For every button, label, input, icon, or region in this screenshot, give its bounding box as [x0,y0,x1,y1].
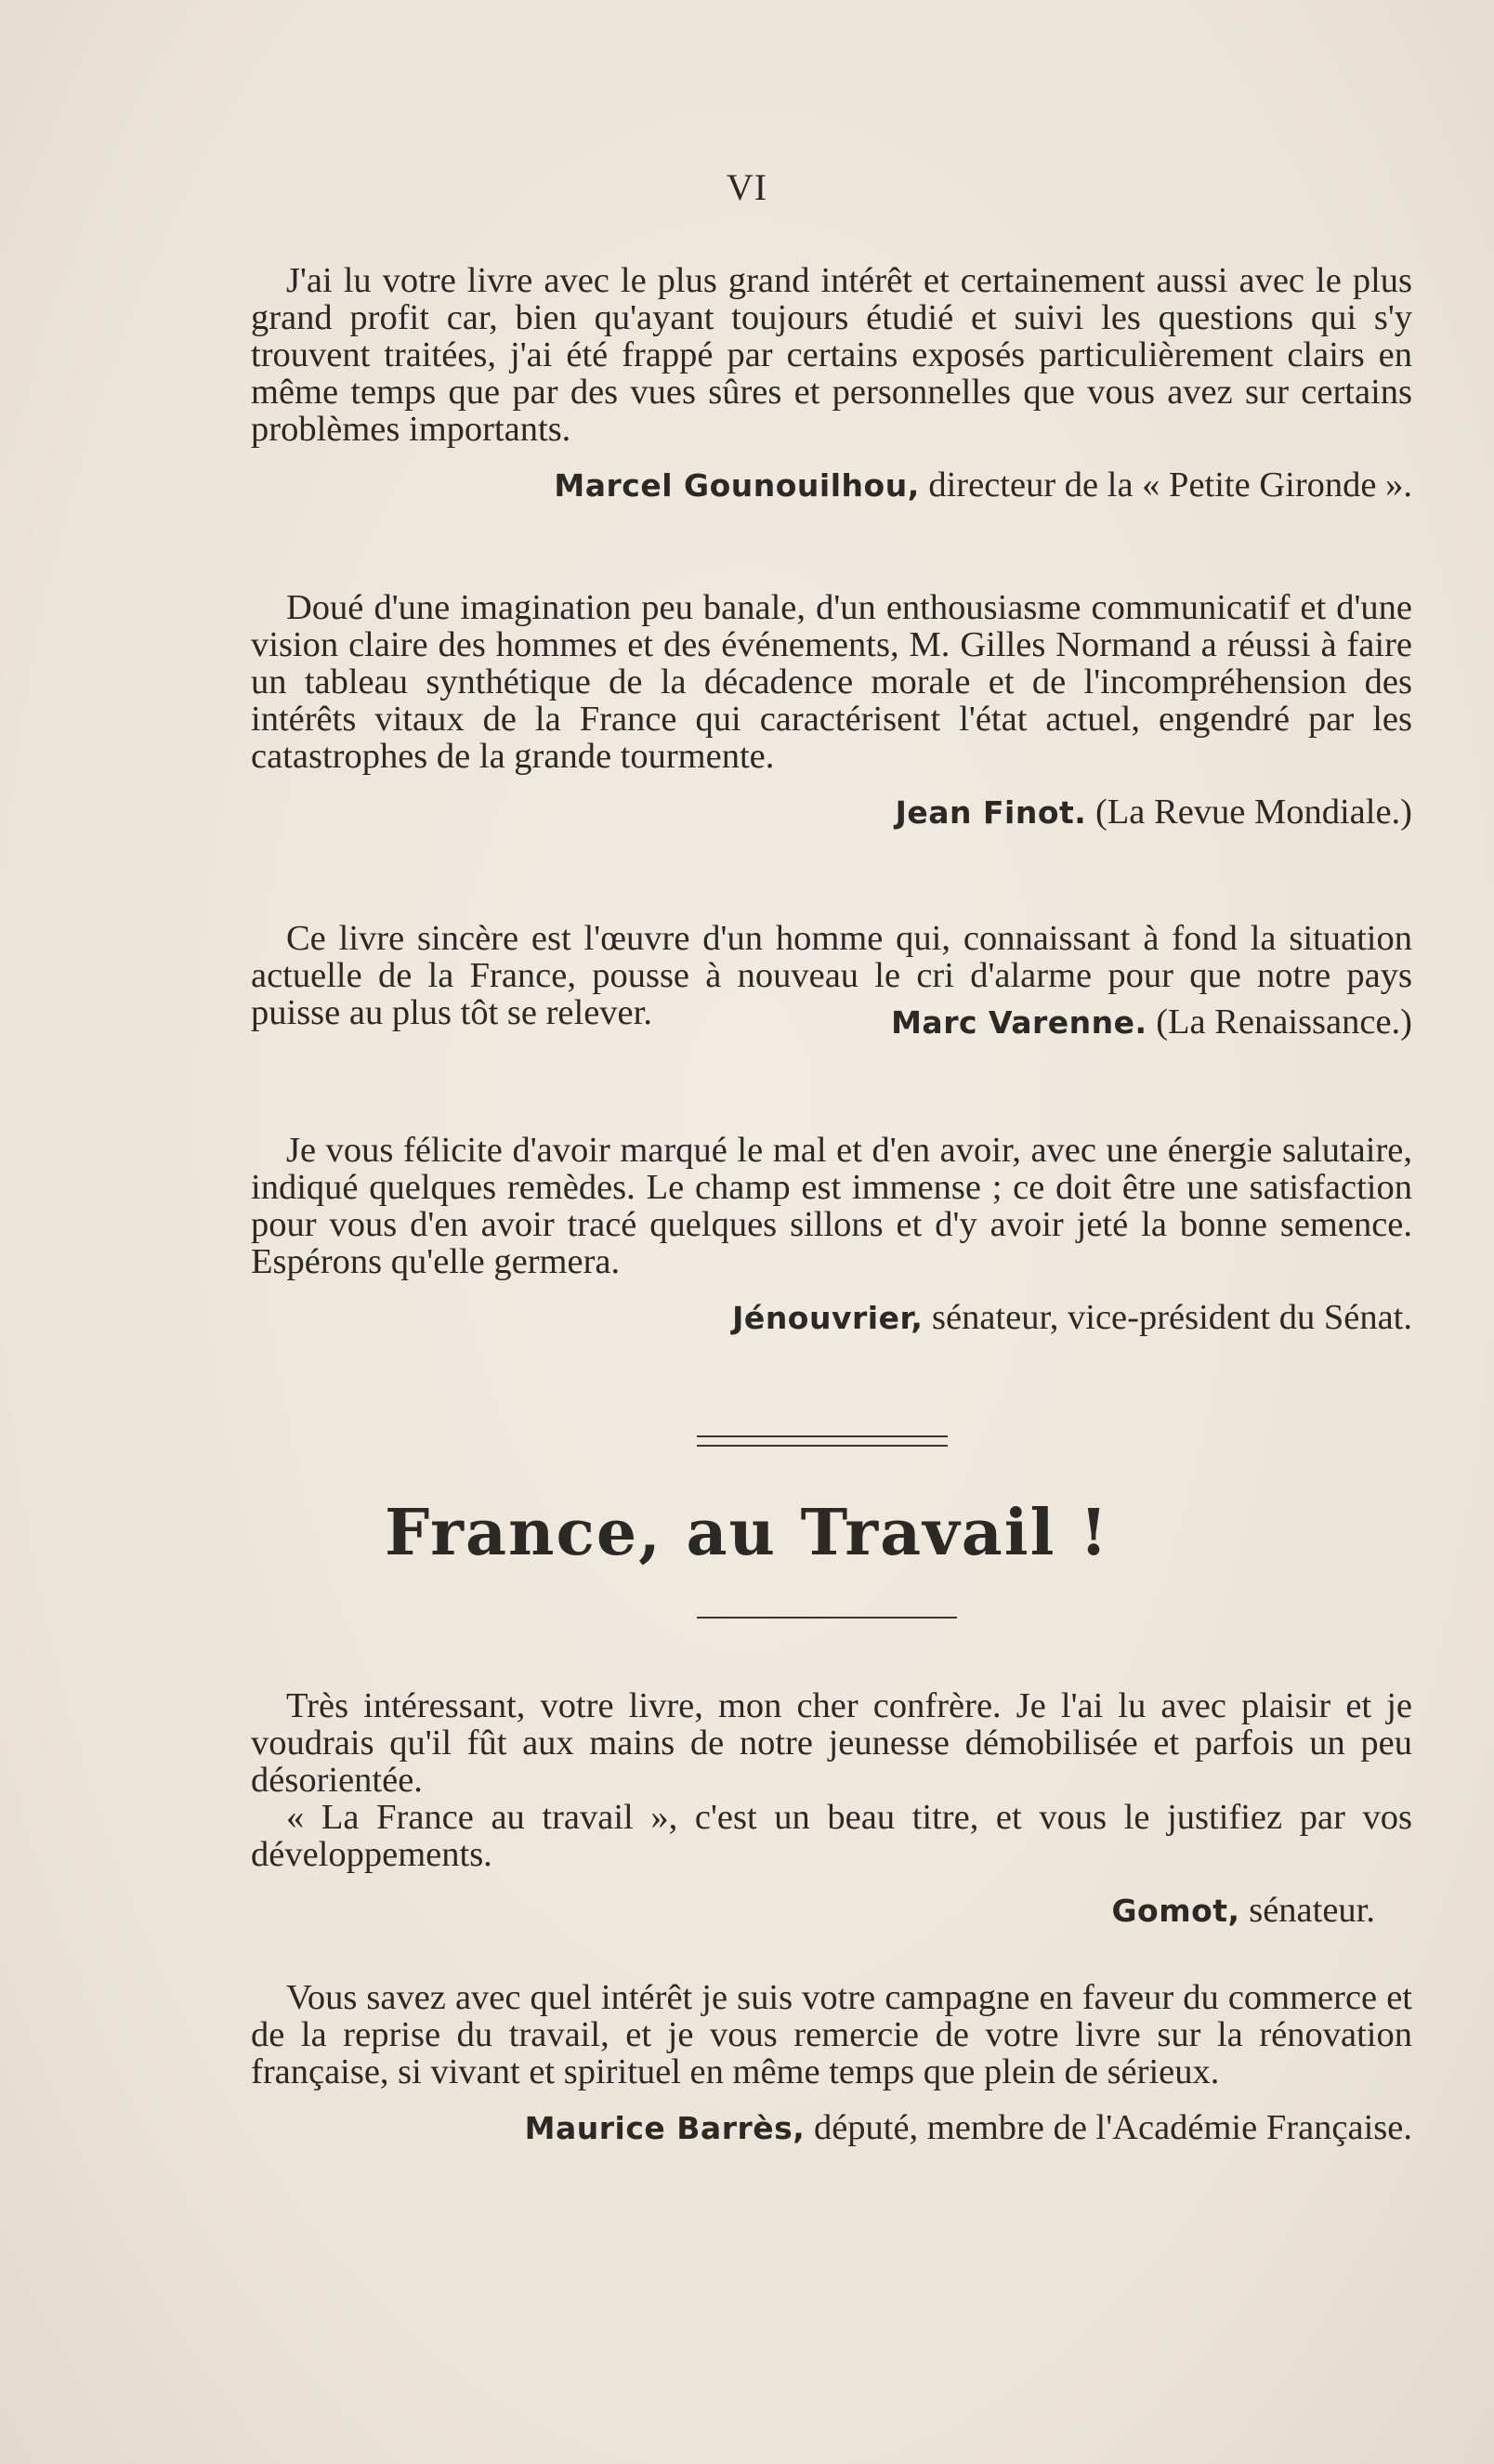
review-text: J'ai lu votre livre avec le plus grand intérêt et certainement aussi avec le plus grand profit car, bien qu'ayant toujours étudié et suivi les questions qui s'y trouvent traitées, j'ai été frappé par certains exposés particulièrement clairs en même temps que par des vues sûres et personnelles que vous avez sur certains problèmes importants. [251,261,1412,449]
author-name: Marc Varenne. [891,1004,1147,1041]
review-gomot [251,1687,1412,1930]
review-text: Très intéressant, votre livre, mon cher confrère. Je l'ai lu avec plaisir et je voudrais qu'il fût aux mains de notre jeunesse démobilisée et parfois un peu désorientée. [251,1686,1412,1800]
author-name: Maurice Barrès, [524,2110,806,2146]
page-number: VI [726,166,768,208]
section-title: France, au Travail ! [385,1496,1109,1570]
review-signature [251,466,1412,505]
divider-rule [697,1617,957,1619]
author-name: Jénouvrier, [732,1300,924,1336]
review-jenouvrier [251,1132,1412,1337]
review-text: Vous savez avec quel intérêt je suis votre campagne en faveur du commerce et de la reprise du travail, et je vous remercie de votre livre sur la rénovation française, si vivant et spirituel en même temps que plein de sérieux. [251,1978,1412,2091]
review-text: Je vous félicite d'avoir marqué le mal et d'en avoir, avec une énergie salutaire, indiqué quelques remèdes. Le champ est immense ; ce doit être une satisfaction pour vous d'en avoir tracé quelques sillons et d'y avoir jeté la bonne semence. Espérons qu'elle germera. [251,1131,1412,1281]
review-signature [251,2109,1412,2147]
review-finot [251,589,1412,832]
author-role: député, membre de l'Académie Française. [805,2108,1412,2147]
review-signature [251,793,1412,832]
author-role: sénateur, vice-président du Sénat. [923,1298,1412,1337]
divider-rule [697,1445,948,1447]
review-signature [251,1299,1412,1337]
author-name: Jean Finot. [895,794,1087,831]
review-text-continued: « La France au travail », c'est un beau titre, et vous le justifiez par vos développements. [251,1798,1412,1874]
review-gounouilhou [251,262,1412,505]
author-name: Gomot, [1111,1893,1240,1929]
review-signature [251,1892,1412,1930]
review-text: Ce livre sincère est l'œuvre d'un homme qui, connaissant à fond la situation actuelle de la France, pousse à nouveau le cri d'alarme pour que notre pays puisse au plus tôt se relever. [251,919,1412,1032]
review-barres [251,1979,1412,2147]
divider-rule [697,1435,948,1437]
author-role: sénateur. [1239,1891,1375,1930]
review-varenne [251,920,1412,1042]
author-role: (La Revue Mondiale.) [1086,793,1412,832]
author-role: (La Renaissance.) [1147,1003,1412,1042]
author-role: directeur de la « Petite Gironde ». [919,465,1412,505]
author-name: Marcel Gounouilhou, [554,467,920,504]
review-text: Doué d'une imagination peu banale, d'un enthousiasme communicatif et d'une vision claire des hommes et des événements, M. Gilles Normand a réussi à faire un tableau synthétique de la décadence morale et de l'incompréhension des intérêts vitaux de la France qui caractérisent l'état actuel, engendré par les catastrophes de la grande tourmente. [251,588,1412,776]
